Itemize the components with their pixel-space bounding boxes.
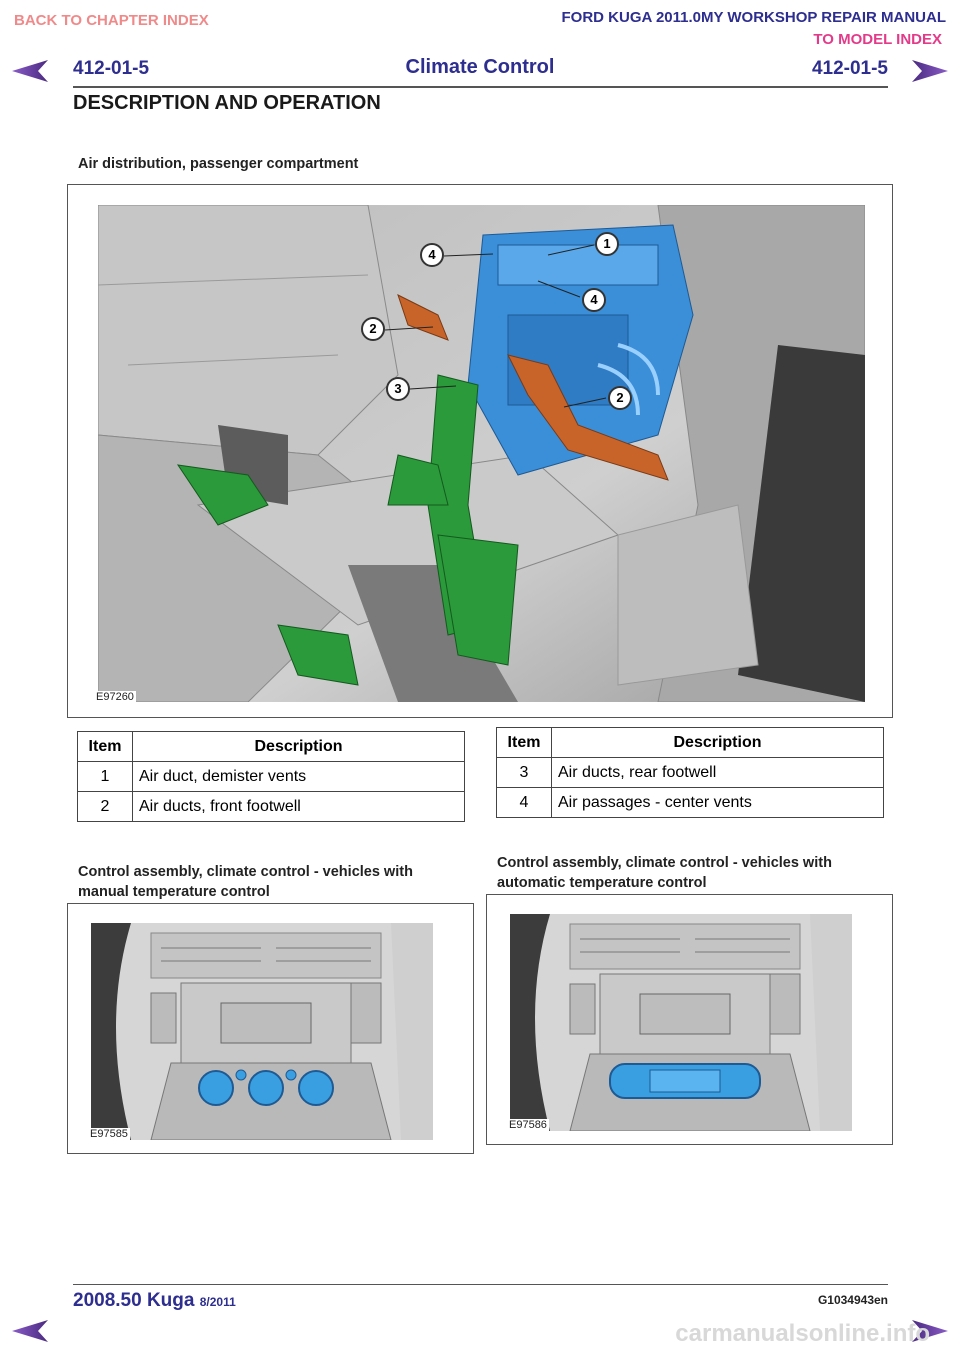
- item-number: 2: [78, 792, 133, 822]
- footer-document-code: G1034943en: [817, 1293, 888, 1307]
- table-header-item: Item: [78, 732, 133, 762]
- header-divider: [73, 86, 888, 88]
- footer-model: 2008.50 Kuga: [73, 1290, 195, 1311]
- figure1-frame: [67, 184, 893, 718]
- figure3-ref-label: E97586: [509, 1119, 547, 1131]
- items-table-right: [496, 727, 884, 818]
- table-row: [78, 792, 465, 822]
- item-number: 1: [78, 762, 133, 792]
- callout-1: 1: [595, 232, 619, 256]
- figure3-caption-line1: Control assembly, climate control - vehicles with: [497, 855, 832, 871]
- item-description: Air ducts, front footwell: [133, 792, 465, 822]
- page-number-right: 412-01-5: [811, 58, 888, 79]
- item-description: Air ducts, rear footwell: [552, 758, 884, 788]
- manual-title: FORD KUGA 2011.0MY WORKSHOP REPAIR MANUAL: [561, 9, 946, 26]
- table-row: [497, 788, 884, 818]
- section-title: DESCRIPTION AND OPERATION: [73, 92, 381, 114]
- callout-3: 3: [386, 377, 410, 401]
- footer-model-date: [73, 1290, 236, 1312]
- table-header-description: Description: [133, 732, 465, 762]
- figure2-frame: [67, 903, 474, 1154]
- footer-divider: [73, 1284, 888, 1285]
- figure2-caption: [78, 862, 413, 902]
- automatic-climate-control-illustration: [510, 914, 852, 1131]
- watermark: carmanualsonline.info: [675, 1320, 930, 1347]
- figure3-frame: [486, 894, 893, 1145]
- callout-2-left: 2: [361, 317, 385, 341]
- page-title: Climate Control: [405, 56, 555, 78]
- callout-2-right: 2: [608, 386, 632, 410]
- figure3-caption: [497, 853, 832, 893]
- figure2-ref-label: E97585: [90, 1128, 128, 1140]
- table-row: [497, 758, 884, 788]
- item-description: Air duct, demister vents: [133, 762, 465, 792]
- previous-page-arrow-icon-bottom[interactable]: [12, 1320, 48, 1342]
- item-description: Air passages - center vents: [552, 788, 884, 818]
- item-number: 3: [497, 758, 552, 788]
- figure2-caption-line1: Control assembly, climate control - vehicles with: [78, 864, 413, 880]
- items-table-left: [77, 731, 465, 822]
- figure1-ref-label: E97260: [96, 691, 134, 703]
- item-number: 4: [497, 788, 552, 818]
- manual-climate-control-illustration: [91, 923, 433, 1140]
- callout-4-lower: 4: [582, 288, 606, 312]
- to-model-index-link[interactable]: TO MODEL INDEX: [813, 31, 942, 48]
- table-row: [78, 762, 465, 792]
- back-to-chapter-index-link[interactable]: BACK TO CHAPTER INDEX: [14, 12, 209, 29]
- table-header-description: Description: [552, 728, 884, 758]
- figure2-caption-line2: manual temperature control: [78, 884, 270, 900]
- air-distribution-illustration: [98, 205, 865, 702]
- footer-date: 8/2011: [199, 1295, 236, 1309]
- figure3-caption-line2: automatic temperature control: [497, 875, 707, 891]
- table-header-item: Item: [497, 728, 552, 758]
- figure1-caption: Air distribution, passenger compartment: [78, 156, 359, 172]
- page-number-left: 412-01-5: [73, 58, 150, 79]
- callout-4-upper: 4: [420, 243, 444, 267]
